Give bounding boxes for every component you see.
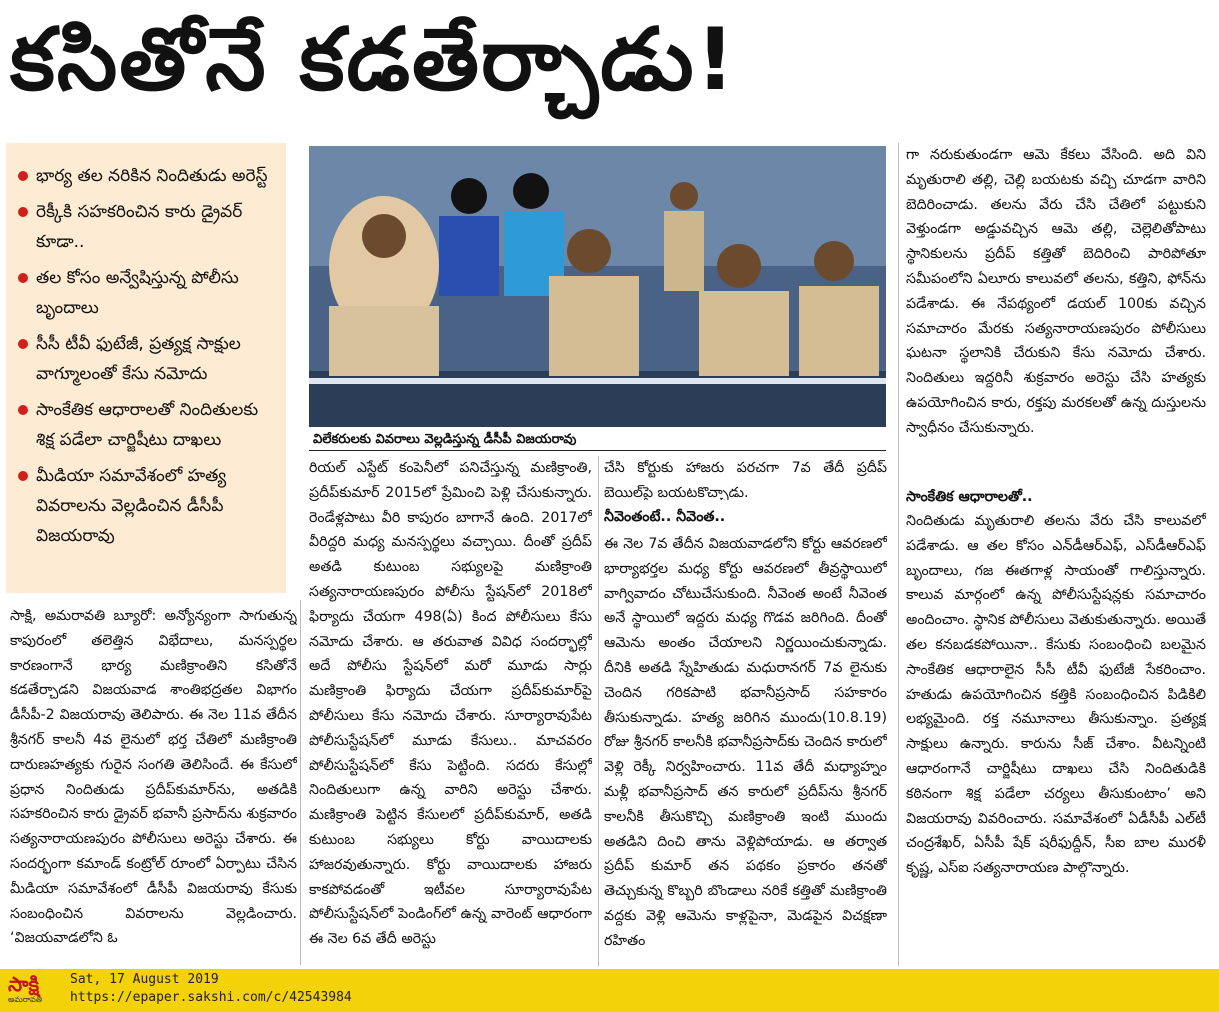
logo-subtext: అమరావతి xyxy=(8,995,43,1004)
edition-date: Sat, 17 August 2019 xyxy=(70,972,219,987)
highlight-item xyxy=(18,161,278,191)
bullet-icon xyxy=(18,339,28,349)
highlight-text: మీడియా సమావేశంలో హత్య వివరాలను వెల్లడించిన డీసీపీ విజయరావు xyxy=(36,466,227,546)
column-divider xyxy=(300,600,301,965)
bullet-icon xyxy=(18,471,28,481)
highlight-item xyxy=(18,263,278,323)
bullet-icon xyxy=(18,405,28,415)
article-column-2: రియల్ ఎస్టేట్ కంపెనీలో పనిచేస్తున్న మణిక్రాంతి, ప్రదీప్‌కుమార్ 2015లో ప్రేమించి పెళ్లి చేసుకున్నారు. రెండేళ్లపాటు వీరి కాపురం బాగానే ఉంది. 2017లో వీరిద్దరి మధ్య మనస్పర్థలు వచ్చాయి. దీంతో ప్రదీప్ అతడి కుటుంబ సభ్యులపై మణిక్రాంతి సత్యనారాయణపురం పోలీసు స్టేషన్‌లో 2018లో ఫిర్యాదు చేయగా 498(ఏ) కింద పోలీసులు కేసు నమోదు చేశారు. ఆ తరువాత వివిధ సందర్భాల్లో అదే పోలీసు స్టేషన్‌లో మరో మూడు సార్లు మణిక్రాంతి ఫిర్యాదు చేయగా ప్రదీప్‌కుమార్‌పై పోలీసులు కేసు నమోదు చేశారు. సూర్యారావుపేట పోలీసుస్టేషన్‌లో మూడు కేసులు.. మాచవరం పోలీసుస్టేషన్‌లో కేసు పెట్టింది. సదరు కేసుల్లో నిందితులుగా ఉన్న వారిని అరెస్టు చేశారు. మణిక్రాంతి పెట్టిన కేసులలో ప్రదీప్‌కుమార్, అతడి కుటుంబ సభ్యులు కోర్టు వాయిదాలకు హాజరవుతున్నారు. కోర్టు వాయిదాలకు హాజరు కాకపోవడంతో ఇటీవల సూర్యారావుపేట పోలీసుస్టేషన్‌లో పెండింగ్‌లో ఉన్న వారెంట్ ఆధారంగా ఈ నెల 6వ తేదీ అరెస్టు xyxy=(309,460,592,948)
highlights-box xyxy=(6,143,286,593)
subheading: నీవెంతంటే.. నీవెంత.. xyxy=(604,509,726,525)
press-meet-photo xyxy=(309,146,886,427)
highlight-text: సీసీ టీవీ ఫుటేజీ, ప్రత్యక్ష సాక్షుల వాగ్మూలంతో కేసు నమోదు xyxy=(36,334,241,384)
sakshi-logo xyxy=(8,973,64,1007)
article-column-4: నిందితుడు మృతురాలి తలను వేరు చేసి కాలువలో పడేశాడు. ఆ తల కోసం ఎన్‌డీఆర్ఎఫ్, ఎస్‌డీఆర్ఎఫ్ బృందాలు, గజ ఈతగాళ్ల సాయంతో గాలిస్తున్నారు. కాలువ మార్గంలో ఉన్న పోలీసుస్టేషన్లకు సమాచారం అందించాం. స్థానిక పోలీసులు వెతుకుతున్నారు. అయితే తల కనబడకపోయినా.. కేసుకు సంబంధించి బలమైన సాంకేతిక ఆధారాలైన సీసీ టీవీ ఫుటేజీ సేకరించాం. హతుడు ఉపయోగించిన కత్తికి సంబంధించిన పిడికిలి లభ్యమైంది. రక్త నమూనాలు తీసుకున్నాం. ప్రత్యక్ష సాక్షులు ఉన్నారు. కారును సీజ్ చేశాం. వీటన్నింటి ఆధారంగానే చార్జిషీటు దాఖలు చేసి నిందితుడికి కఠినంగా శిక్ష పడేలా చర్యలు తీసుకుంటాం’ అని విజయరావు వివరించారు. సమావేశంలో ఏడీసీపీ ఎల్‌టీ చంద్రశేఖర్, ఏసీపీ షేక్ షరీఫుద్దీన్, సీఐ బాల మురళీ కృష్ణ, ఎస్ఐ సత్యనారాయణ పాల్గొన్నారు. xyxy=(906,513,1206,877)
article-column-1: సాక్షి, అమరావతి బ్యూరో: అన్యోన్యంగా సాగుతున్న కాపురంలో తలెత్తిన విభేదాలు, మనస్పర్థల కారణంగానే భార్య మణిక్రాంతిని కసితోనే కడతేర్చాడని విజయవాడ శాంతిభద్రతల విభాగం డీసీపీ-2 విజయరావు తెలిపారు. ఈ నెల 11వ తేదీన శ్రీనగర్ కాలనీ 4వ లైనులో భర్త చేతిలో మణిక్రాంతి దారుణహత్యకు గురైన సంగతి తెలిసిందే. ఈ కేసులో ప్రధాన నిందితుడు ప్రదీప్‌కుమార్‌ను, అతడికి సహకరించిన కారు డ్రైవర్ భవానీ ప్రసాద్‌ను శుక్రవారం సత్యనారాయణపురం పోలీసులు అరెస్టు చేశారు. ఈ సందర్భంగా కమాండ్ కంట్రోల్ రూంలో ఏర్పాటు చేసిన మీడియా సమావేశంలో డీసీపీ విజయరావు కేసుకు సంబంధించిన వివరాలను వెల్లడించారు. ‘విజయవాడలోని ఓ xyxy=(10,608,297,947)
highlight-item xyxy=(18,329,278,389)
highlight-text: సాంకేతిక ఆధారాలతో నిందితులకు శిక్ష పడేలా చార్జిషీటు దాఖలు xyxy=(36,400,259,450)
footer-bar xyxy=(0,969,1219,1012)
column-divider xyxy=(598,456,599,966)
bullet-icon xyxy=(18,171,28,181)
subheading: సాంకేతిక ఆధారాలతో.. xyxy=(906,489,1033,505)
highlight-item xyxy=(18,197,278,257)
column-divider xyxy=(898,143,899,966)
headline: కసితోనే కడతేర్చాడు! xyxy=(10,10,737,110)
bullet-icon xyxy=(18,207,28,217)
article-column-3: ఈ నెల 7వ తేదీన విజయవాడలోని కోర్టు ఆవరణలో భార్యాభర్తల మధ్య కోర్టు ఆవరణలో తీవ్రస్థాయిలో వాగ్వివాదం చోటుచేసుకుంది. నీవెంత అంటే నీవెంత అనే స్థాయిలో ఇద్దరు మధ్య గొడవ జరిగింది. దీంతో ఆమెను అంతం చేయాలని నిర్ణయించుకున్నాడు. దీనికి అతడి స్నేహితుడు మధురానగర్ 7వ లైనుకు చెందిన గరికపాటి భవానీప్రసాద్ సహకారం తీసుకున్నాడు. హత్య జరిగిన ముందు(10.8.19) రోజు శ్రీనగర్ కాలనీకి భవానీప్రసాద్‌కు చెందిన కారులో వెళ్లి రెక్కీ నిర్వహించారు. 11వ తేదీ మధ్యాహ్నం మళ్లీ భవానీప్రసాద్ తన కారులో ప్రదీప్‌ను శ్రీనగర్ కాలనీకి తీసుకొచ్చి మణిక్రాంతి ఇంటి ముందు అతడిని దించి తాను వెళ్లిపోయాడు. ఆ తర్వాత ప్రదీప్ కుమార్ తన పథకం ప్రకారం తనతో తెచ్చుకున్న కొబ్బరి బొండాలు నరికే కత్తితో మణిక్రాంతి వద్దకు వెళ్లి ఆమెను కాళ్లపైనా, మెడపైన విచక్షణా రహితం xyxy=(604,536,887,949)
highlight-item xyxy=(18,461,278,551)
logo-text: సాక్షి xyxy=(8,972,40,996)
article-column-3-top: చేసి కోర్టుకు హాజరు పరచగా 7వ తేదీ ప్రదీప్ బెయిల్‌పై బయటకొచ్చాడు. xyxy=(604,460,887,500)
highlight-text: తల కోసం అన్వేషిస్తున్న పోలీసు బృందాలు xyxy=(36,268,239,318)
bullet-icon xyxy=(18,273,28,283)
photo-caption: విలేకరులకు వివరాలు వెల్లడిస్తున్న డీసీపీ విజయరావు xyxy=(309,429,886,451)
epaper-link[interactable]: https://epaper.sakshi.com/c/42543984 xyxy=(70,990,352,1005)
highlight-text: భార్య తల నరికిన నిందితుడు అరెస్ట్ xyxy=(36,166,268,186)
article-column-4-top: గా నరుకుతుండగా ఆమె కేకలు వేసింది. అది విని మృతురాలి తల్లి, చెల్లి బయటకు వచ్చి చూడగా వారిని బెదిరించాడు. తలను వేరు చేసి చేతిలో పట్టుకుని వెళ్తుండగా అడ్డువచ్చిన ఆమె తల్లి, చెల్లెలితోపాటు స్థానికులను ప్రదీప్ కత్తితో బెదిరించి పారిపోతూ సమీపంలోని ఏలూరు కాలువలో తలను, కత్తిని, ఫోన్‌ను పడేశాడు. ఈ నేపథ్యంలో డయల్ 100కు వచ్చిన సమాచారం మేరకు సత్యనారాయణపురం పోలీసులు ఘటనా స్థలానికి చేరుకుని కేసు నమోదు చేశారు. నిందితులు ఇద్దరినీ శుక్రవారం అరెస్టు చేసి హత్యకు ఉపయోగించిన కారు, రక్తపు మరకలతో ఉన్న దుస్తులను స్వాధీనం చేసుకున్నారు. xyxy=(906,147,1206,436)
highlight-item xyxy=(18,395,278,455)
highlight-text: రెక్కీకి సహకరించిన కారు డ్రైవర్ కూడా.. xyxy=(36,202,243,252)
